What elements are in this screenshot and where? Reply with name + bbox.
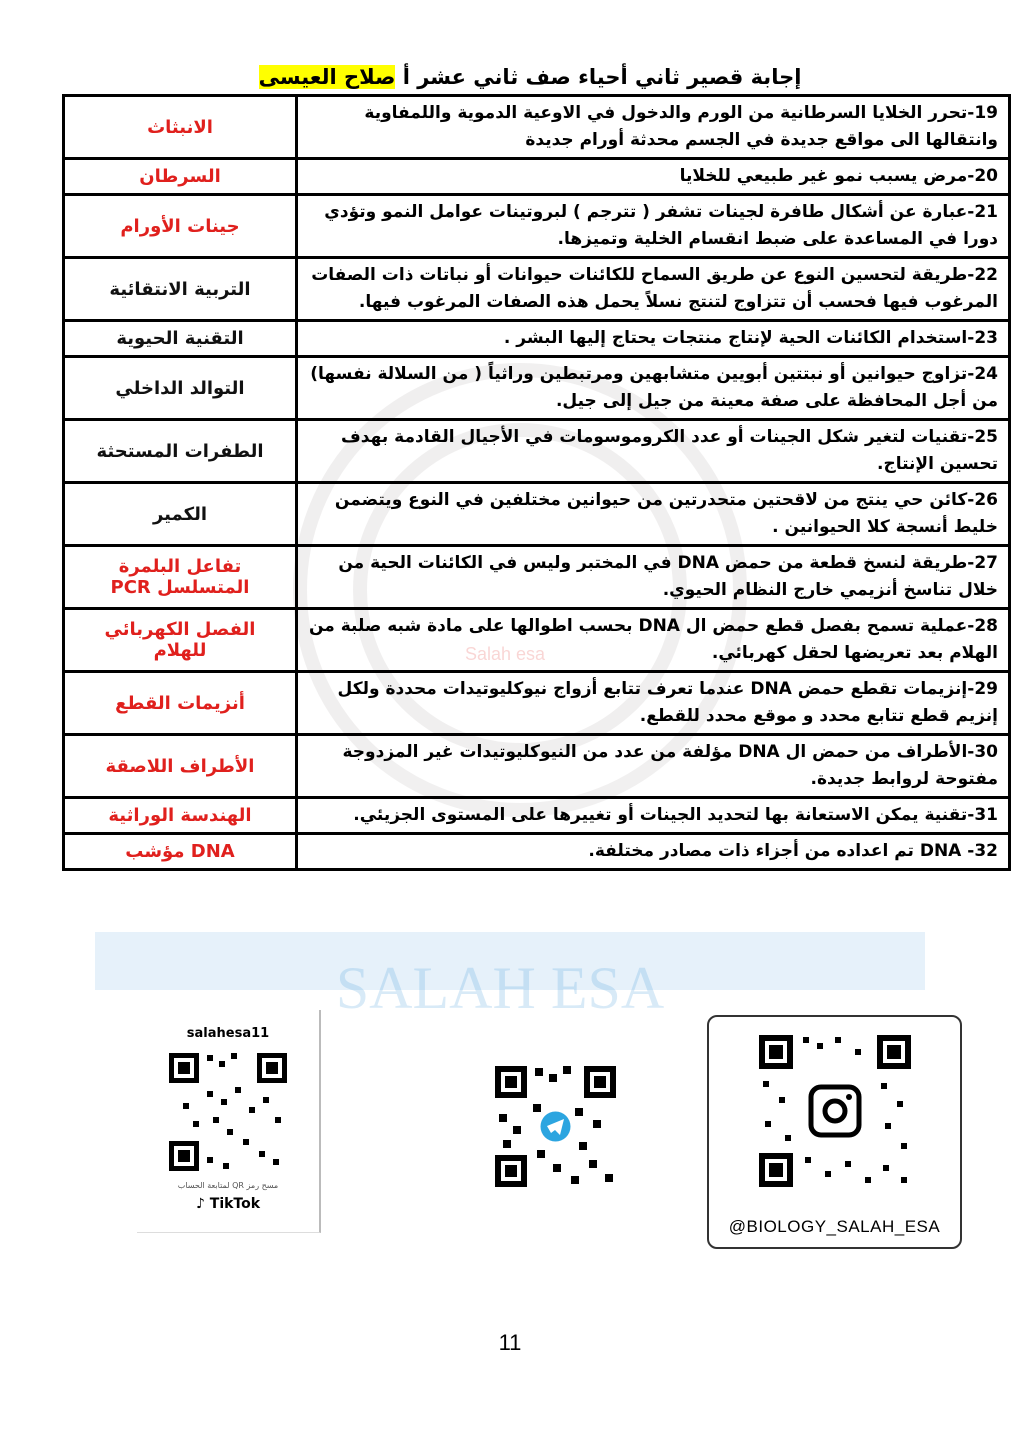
- answer-cell: تفاعل البلمرة المتسلسل PCR: [64, 546, 297, 609]
- table-row: [64, 420, 1010, 483]
- telegram-icon: [541, 1112, 571, 1142]
- telegram-qr-code[interactable]: [493, 1064, 618, 1189]
- answer-cell: الكمير: [64, 483, 297, 546]
- tiktok-icon: ♪: [195, 1196, 205, 1212]
- question-cell: 21-عبارة عن أشكال طافرة لجينات تشفر ( تترجم ) لبروتينات عوامل النمو وتؤدي دورا في المساعدة على ضبط انقسام الخلية وتميزها.: [297, 195, 1010, 258]
- question-cell: 25-تقنيات لتغير شكل الجينات أو عدد الكروموسومات في الأجيال القادمة بهدف تحسين الإنتاج.: [297, 420, 1010, 483]
- question-cell: 27-طريقة لنسخ قطعة من حمض DNA في المختبر وليس في الكائنات الحية من خلال تناسخ أنزيمي خارج النظام الحيوي.: [297, 546, 1010, 609]
- answer-cell: الطفرات المستحثة: [64, 420, 297, 483]
- question-cell: 20-مرض يسبب نمو غير طبيعي للخلايا: [297, 159, 1010, 195]
- question-cell: 30-الأطراف من حمض ال DNA مؤلفة من عدد من النيوكليوتيدات غير المزدوجة مفتوحة لروابط جديدة.: [297, 735, 1010, 798]
- instagram-handle: @BIOLOGY_SALAH_ESA: [728, 1217, 941, 1236]
- question-cell: 29-إنزيمات تقطع حمض DNA عندما تعرف تتابع أزواج نيوكليوتيدات محددة ولكل إنزيم قطع تتابع محدد و موقع محدد للقطع.: [297, 672, 1010, 735]
- watermark-small-text: Salah esa: [464, 644, 546, 664]
- answer-cell: جينات الأورام: [64, 195, 297, 258]
- table-row: [64, 672, 1010, 735]
- page-number: 11: [498, 1330, 522, 1355]
- qa-table: [62, 94, 1011, 871]
- question-cell: 24-تزاوج حيوانين أو نبتتين أبويين متشابهين ومرتبطين وراثياً ( من السلالة نفسها) من أجل المحافظة على صفة معينة من جيل إلى جيل.: [297, 357, 1010, 420]
- question-cell: 28-عملية تسمح بفصل قطع حمض ال DNA بحسب اطوالها على مادة شبه صلبة من الهلام بعد تعريضها لحقل كهربائي.: [297, 609, 1010, 672]
- watermark-text: SALAH ESA: [335, 955, 665, 1021]
- question-cell: 32- DNA تم اعداده من أجزاء ذات مصادر مختلفة.: [297, 834, 1010, 870]
- table-row: [64, 258, 1010, 321]
- table-row: [64, 735, 1010, 798]
- answer-cell: DNA مؤشب: [64, 834, 297, 870]
- tiktok-username: salahesa11: [186, 1026, 270, 1041]
- table-row: [64, 159, 1010, 195]
- page-header: [60, 62, 1000, 92]
- answer-cell: أنزيمات القطع: [64, 672, 297, 735]
- answer-cell: التوالد الداخلي: [64, 357, 297, 420]
- table-row: [64, 483, 1010, 546]
- tiktok-qr-card[interactable]: [137, 1010, 321, 1233]
- author-name: صلاح العيسى: [258, 65, 396, 89]
- answer-cell: الفصل الكهربائي للهلام: [64, 609, 297, 672]
- question-cell: 19-تحرر الخلايا السرطانية من الورم والدخول في الاوعية الدموية واللمفاوية وانتقالها الى مواقع جديدة في الجسم محدثة أورام جديدة: [297, 96, 1010, 159]
- answer-cell: الانبثاث: [64, 96, 297, 159]
- question-cell: 26-كائن حي ينتج من لاقحتين متحدرتين من حيوانين مختلفين في النوع ويتضمن خليط أنسجة كلا الحيوانين .: [297, 483, 1010, 546]
- table-row: [64, 96, 1010, 159]
- tiktok-scan-caption: مسح رمز QR لمتابعة الحساب: [177, 1181, 279, 1190]
- table-row: [64, 798, 1010, 834]
- answer-cell: التقنية الحيوية: [64, 321, 297, 357]
- answer-cell: الأطراف اللاصقة: [64, 735, 297, 798]
- tiktok-qr-code: [163, 1047, 293, 1177]
- table-row: [64, 609, 1010, 672]
- header-title: إجابة قصير ثاني أحياء صف ثاني عشر أ: [402, 65, 802, 89]
- answer-cell: الهندسة الوراثية: [64, 798, 297, 834]
- table-row: [64, 195, 1010, 258]
- table-row: [64, 546, 1010, 609]
- question-cell: 23-استخدام الكائنات الحية لإنتاج منتجات يحتاج إليها البشر .: [297, 321, 1010, 357]
- question-cell: 22-طريقة لتحسين النوع عن طريق السماح للكائنات حيوانات أو نباتات ذات الصفات المرغوب فيها فحسب أن تتزاوج لتنتج نسلاً يحمل هذه الصفات المرغوب فيها.: [297, 258, 1010, 321]
- table-row: [64, 834, 1010, 870]
- answer-cell: السرطان: [64, 159, 297, 195]
- answer-cell: التربية الانتقائية: [64, 258, 297, 321]
- table-row: [64, 357, 1010, 420]
- instagram-qr-code: [755, 1031, 915, 1191]
- instagram-qr-card[interactable]: [707, 1015, 962, 1249]
- tiktok-brand-label: TikTok: [209, 1196, 261, 1212]
- tiktok-brand: [137, 1196, 319, 1212]
- table-row: [64, 321, 1010, 357]
- question-cell: 31-تقنية يمكن الاستعانة بها لتحديد الجينات أو تغييرها على المستوى الجزيئي.: [297, 798, 1010, 834]
- instagram-icon: [811, 1087, 859, 1135]
